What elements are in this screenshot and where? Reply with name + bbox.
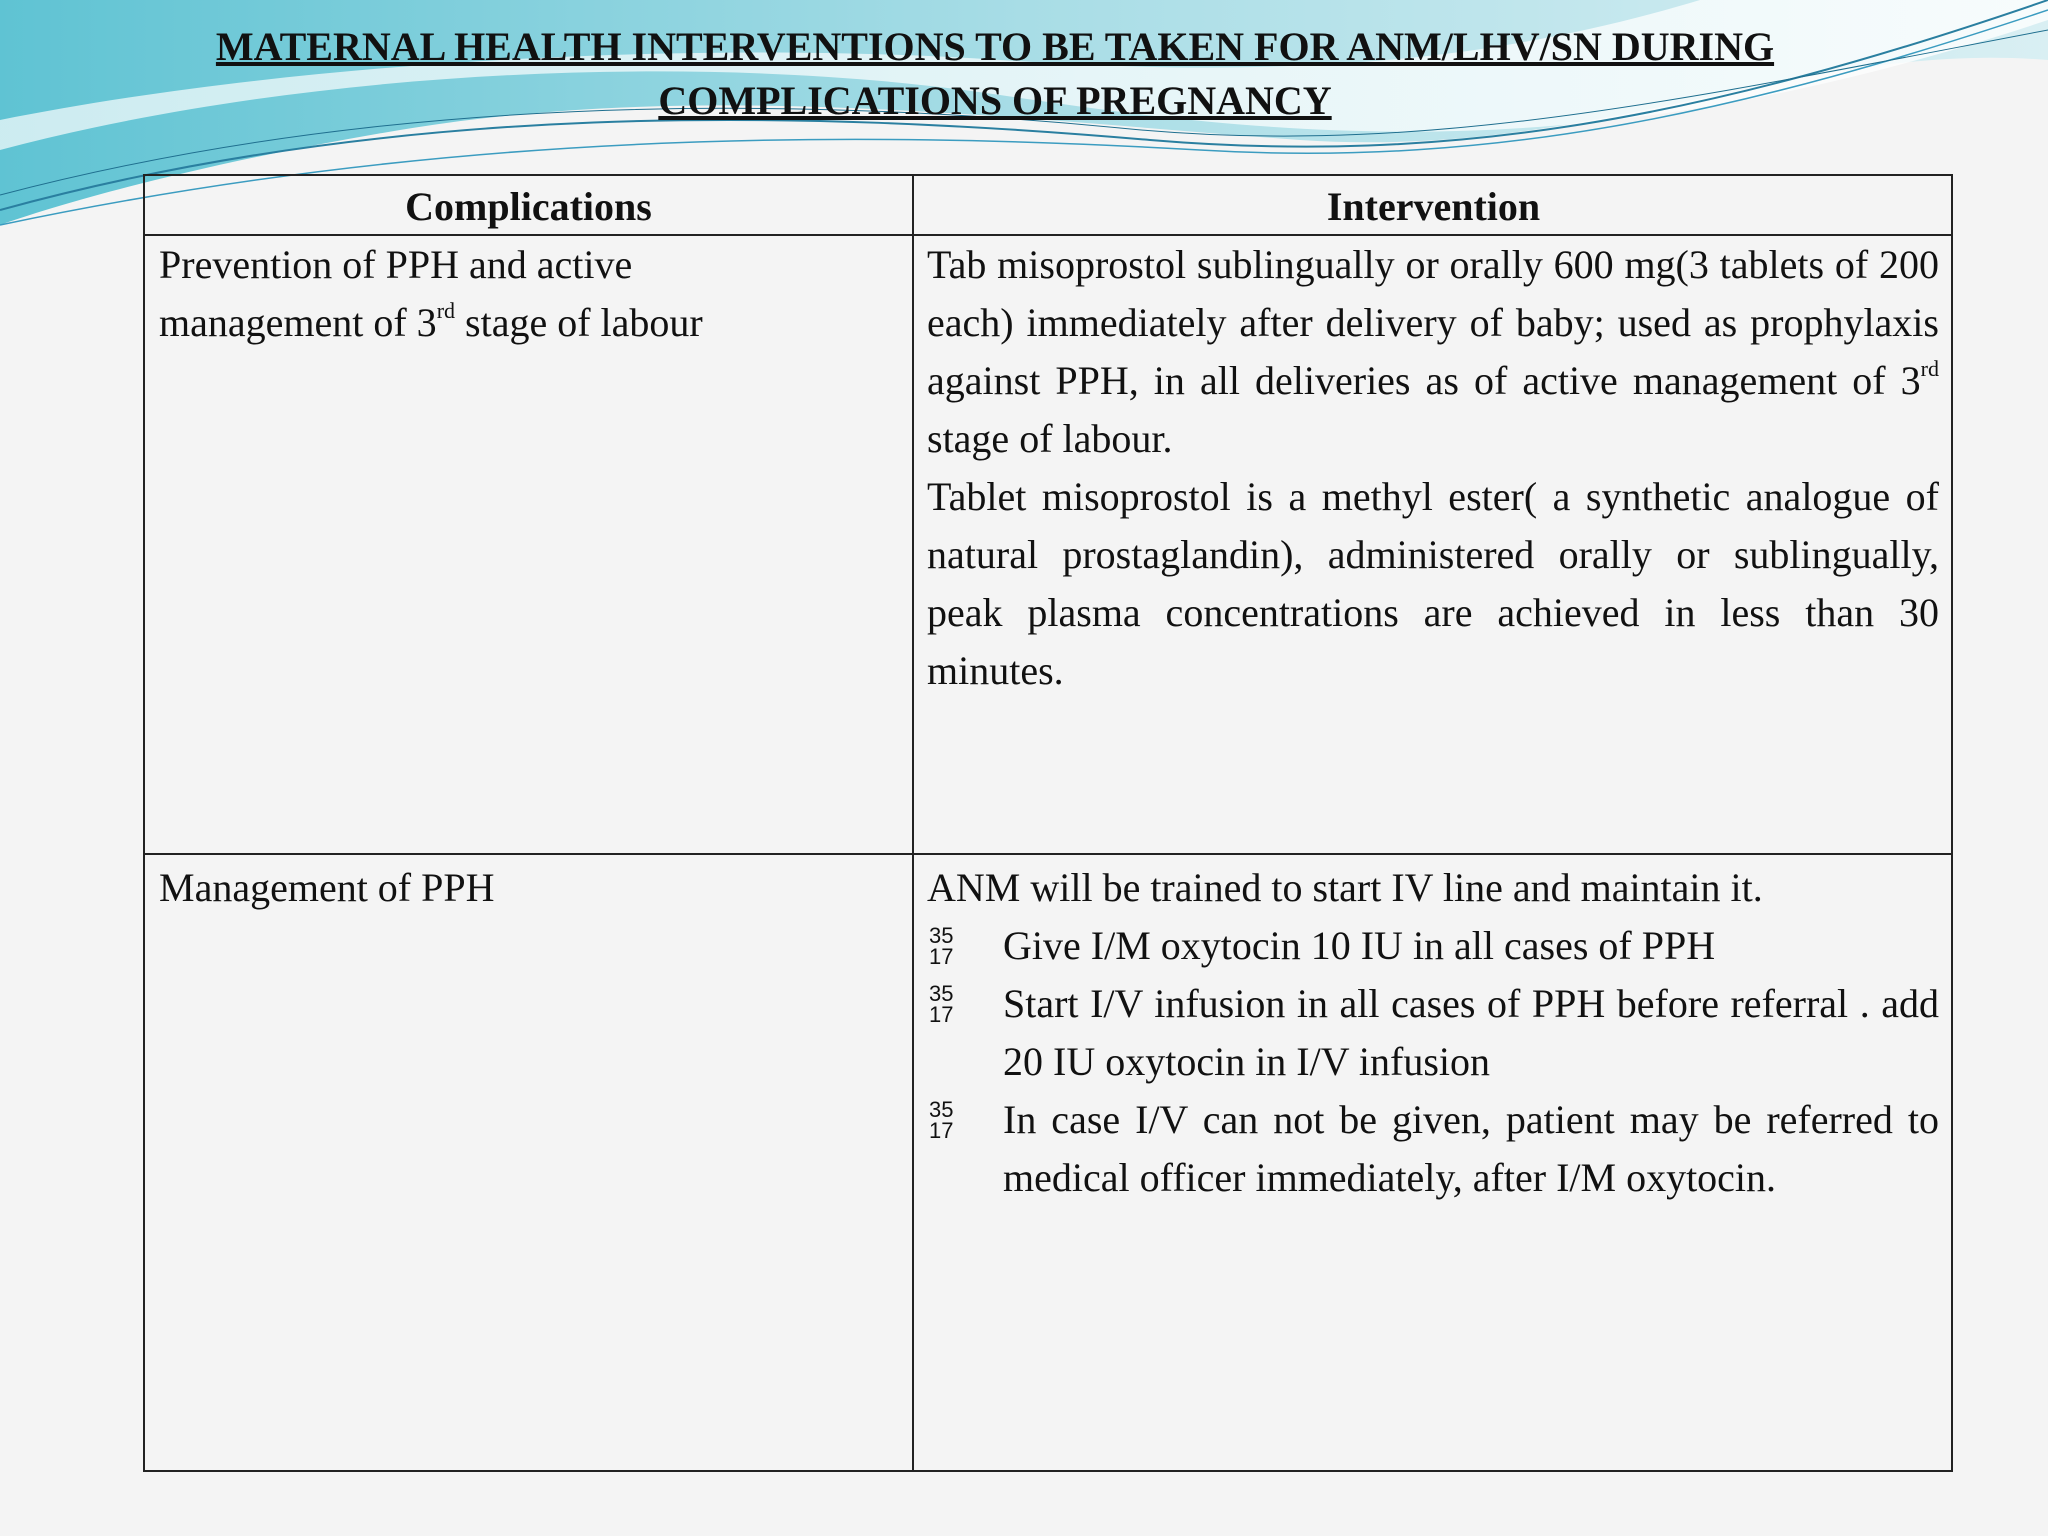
bullet-glyph-top: 35 [929,981,954,1006]
intervention-paragraph-2: Tablet misoprostol is a methyl ester( a synthetic analogue of natural prostaglandin), administered orally or sublingually, peak plasma concentrations are achieved in less than 30 minutes. [927,474,1939,693]
row-divider [145,853,1951,855]
complication-cell-2: Management of PPH [159,865,495,910]
complication-text-1b [159,294,899,352]
title-line-2: COMPLICATIONS OF PREGNANCY [658,78,1332,123]
bullet-glyph-icon [929,1099,953,1141]
bullet-text: Give I/M oxytocin 10 IU in all cases of PPH [1003,923,1716,968]
intervention-bullet-list [927,917,1939,1207]
complication-cell-1 [159,236,899,352]
title-line-1: MATERNAL HEALTH INTERVENTIONS TO BE TAKEN FOR ANM/LHV/SN DURING [215,24,1775,69]
complication-text-1a: Prevention of PPH and active [159,242,633,287]
bullet-glyph-top: 35 [929,923,954,948]
bullet-glyph-icon [929,925,953,967]
complication-text-1c: stage of labour [455,300,703,345]
intervention-cell-1 [927,236,1939,700]
list-item [927,1091,1939,1207]
list-item [927,975,1939,1091]
header-intervention: Intervention [1326,184,1541,229]
header-complications: Complications [405,184,652,229]
column-divider [912,176,914,1470]
bullet-glyph-bottom: 17 [929,1002,954,1027]
intervention-cell-2 [927,859,1939,1207]
bullet-glyph-icon [929,983,953,1025]
superscript-rd: rd [1920,355,1939,381]
bullet-text: In case I/V can not be given, patient may be referred to medical officer immediately, after I/M oxytocin. [1003,1097,1939,1200]
bullet-glyph-bottom: 17 [929,944,954,969]
complication-text-1b-main: management of 3 [159,300,437,345]
bullet-glyph-bottom: 17 [929,1118,954,1143]
bullet-text: Start I/V infusion in all cases of PPH before referral . add 20 IU oxytocin in I/V infusion [1003,981,1939,1084]
interventions-table [143,174,1953,1472]
superscript-rd: rd [436,297,456,323]
intervention-intro: ANM will be trained to start IV line and maintain it. [927,865,1763,910]
intervention-paragraph-1-main: Tab misoprostol sublingually or orally 600 mg(3 tablets of 200 each) immediately after delivery of baby; used as prophylaxis against PPH, in all deliveries as of active management of 3 [927,242,1939,403]
list-item [927,917,1939,975]
bullet-glyph-top: 35 [929,1097,954,1122]
intervention-paragraph-1-end: stage of labour. [927,416,1173,461]
intervention-paragraph-1 [927,236,1939,468]
page-title [0,20,1990,128]
